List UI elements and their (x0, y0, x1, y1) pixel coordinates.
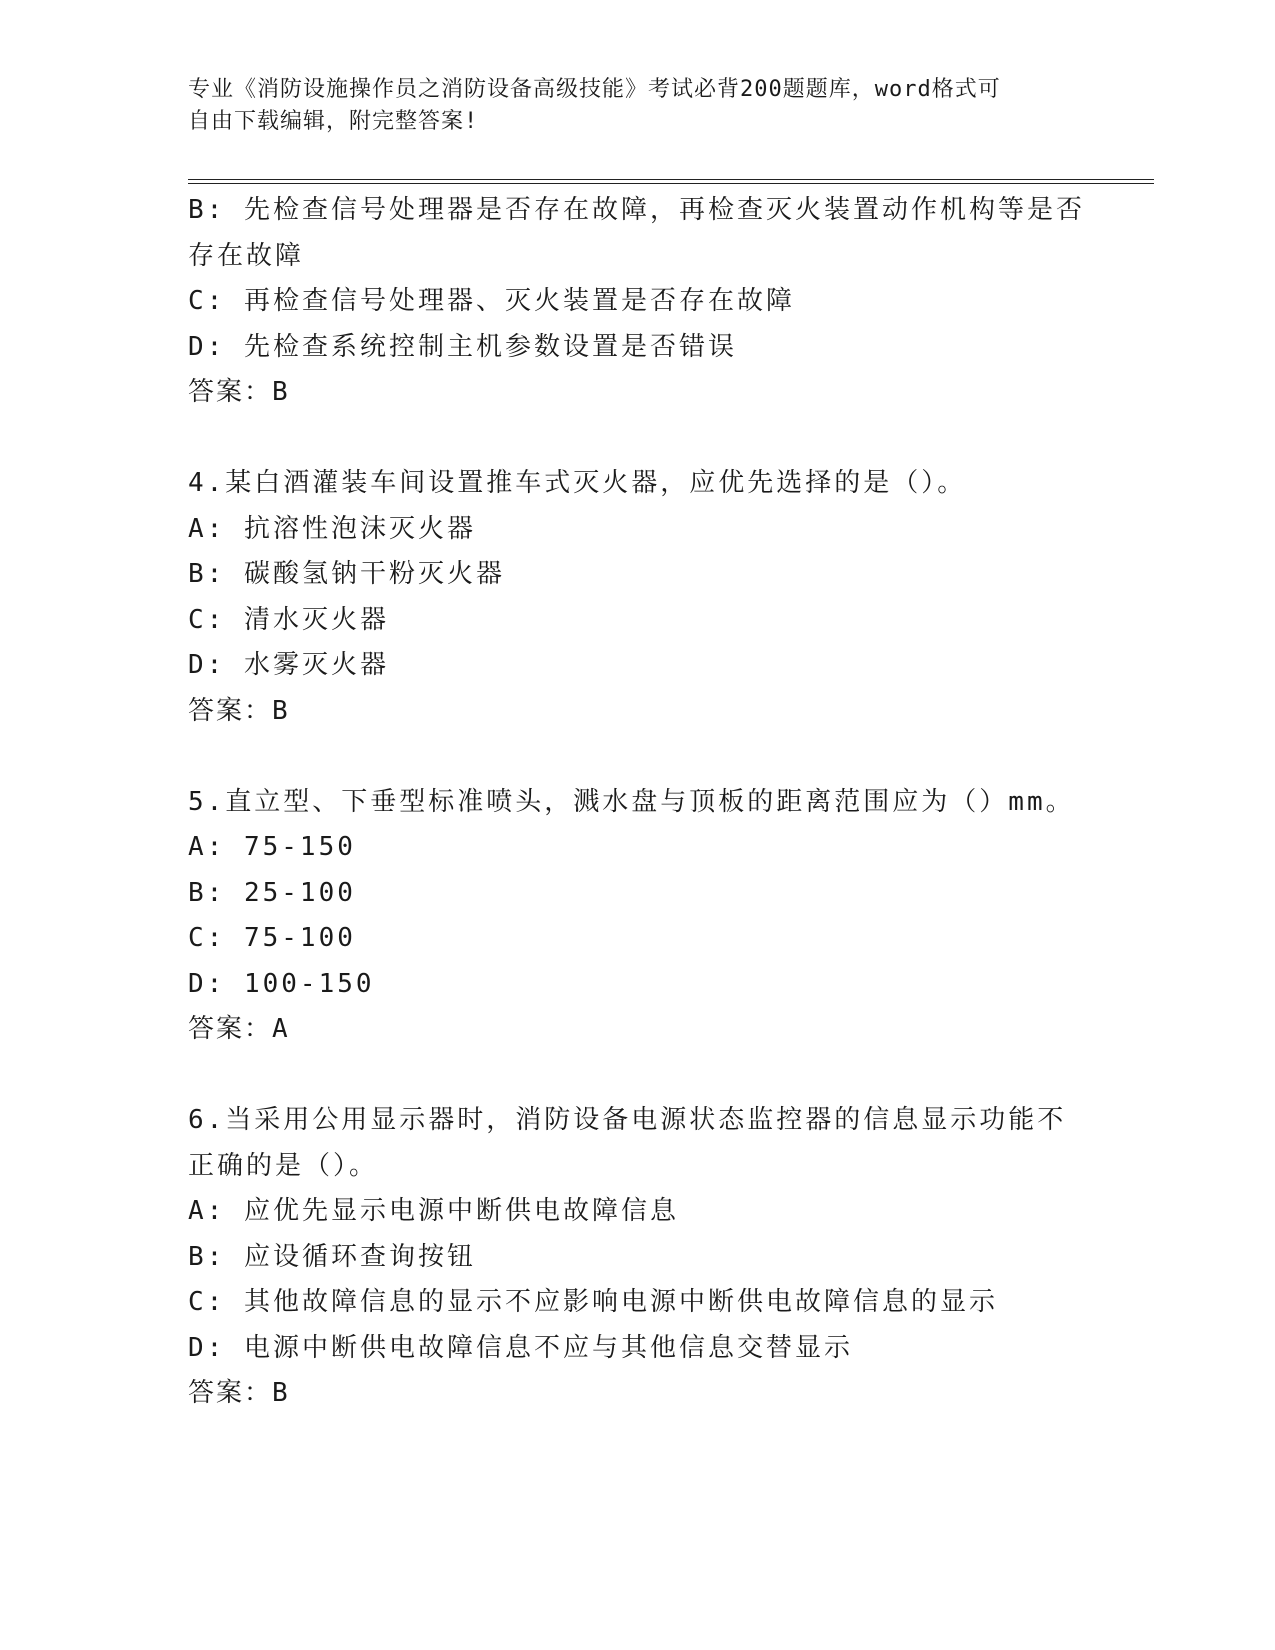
option-line: D: 100-150 (188, 968, 375, 999)
option-line: 存在故障 (188, 240, 305, 271)
question-block (188, 780, 1088, 1053)
answer-line: 答案：B (188, 377, 290, 407)
question-block (188, 1098, 1088, 1417)
header-line-2: 自由下载编辑，附完整答案! (188, 109, 479, 134)
answer-line: 答案：B (188, 1378, 290, 1408)
option-line: C: 再检查信号处理器、灭火装置是否存在故障 (188, 286, 795, 316)
answer-line: 答案：A (188, 1014, 290, 1044)
spacer (188, 416, 1088, 462)
option-line: A: 75-150 (188, 832, 356, 862)
option-line: C: 清水灭火器 (188, 604, 389, 635)
question-stem-continued: 正确的是（）。 (188, 1150, 379, 1181)
option-line: D: 电源中断供电故障信息不应与其他信息交替显示 (188, 1332, 853, 1363)
spacer (188, 1053, 1088, 1099)
option-line: B: 碳酸氢钠干粉灭火器 (188, 559, 505, 589)
question-list (188, 188, 1088, 1417)
option-line: B: 应设循环查询按钮 (188, 1241, 476, 1272)
option-line: D: 先检查系统控制主机参数设置是否错误 (188, 331, 737, 362)
question-stem: 4.某白酒灌装车间设置推车式灭火器，应优先选择的是（）。 (188, 468, 967, 498)
option-line: C: 其他故障信息的显示不应影响电源中断供电故障信息的显示 (188, 1287, 998, 1317)
header-rule-top (188, 179, 1154, 180)
spacer (188, 734, 1088, 780)
option-line: A: 应优先显示电源中断供电故障信息 (188, 1196, 679, 1226)
question-block (188, 188, 1088, 416)
header-rule-bottom (188, 183, 1154, 184)
header-line-1: 专业《消防设施操作员之消防设备高级技能》考试必背200题题库，word格式可 (188, 77, 1001, 102)
option-line: B: 25-100 (188, 877, 356, 908)
question-stem: 5.直立型、下垂型标准喷头，溅水盘与顶板的距离范围应为（）mm。 (188, 786, 1075, 817)
question-stem: 6.当采用公用显示器时，消防设备电源状态监控器的信息显示功能不 (188, 1105, 1067, 1135)
document-header (188, 74, 1068, 138)
question-block (188, 461, 1088, 734)
option-line: D: 水雾灭火器 (188, 650, 389, 680)
option-line: B: 先检查信号处理器是否存在故障，再检查灭火装置动作机构等是否 (188, 195, 1085, 225)
answer-line: 答案：B (188, 695, 290, 726)
option-line: A: 抗溶性泡沫灭火器 (188, 513, 476, 544)
option-line: C: 75-100 (188, 923, 356, 953)
